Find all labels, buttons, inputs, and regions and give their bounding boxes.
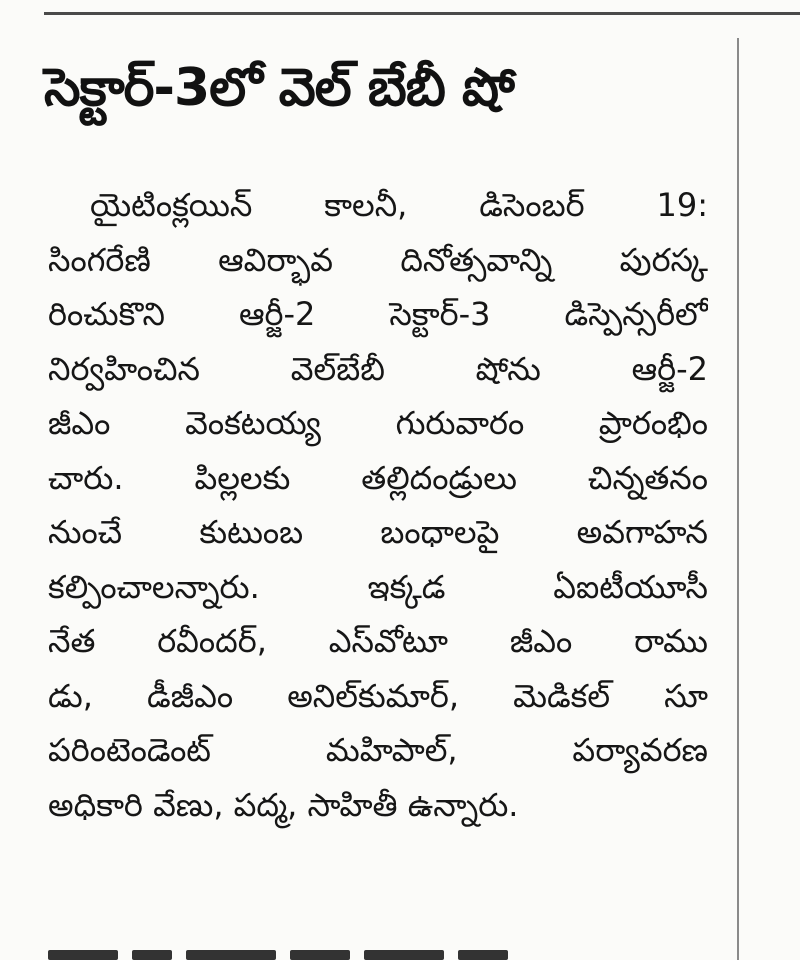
- article-line: నేత రవీందర్‌, ఎస్‌వోటూ జీఎం రాము: [48, 622, 708, 660]
- article-line: చారు. పిల్లలకు తల్లిదండ్రులు చిన్నతనం: [48, 458, 708, 497]
- article-headline: సెక్టార్‌-3లో వెల్‌ బేబీ షో: [44, 58, 514, 118]
- article-body: [48, 178, 708, 832]
- article-line: అధికారి వేణు, పద్మ, సాహితీ ఉన్నారు.: [48, 785, 519, 824]
- cropped-next-headline: [48, 942, 688, 960]
- article-line: డు, డీజీఎం అనిల్‌కుమార్‌, మెడికల్‌ సూ: [48, 676, 708, 715]
- article-line: నుంచే కుటుంబ బంధాలపై అవగాహన: [48, 513, 708, 551]
- article-line: కల్పించాలన్నారు. ఇక్కడ ఏఐటీయూసీ: [48, 567, 708, 606]
- top-rule: [44, 12, 800, 15]
- article-line: జీఎం వెంకటయ్య గురువారం ప్రారంభిం: [48, 404, 708, 442]
- article-line: రించుకొని ఆర్జీ-2 సెక్టార్‌-3 డిస్పెన్సరీలో: [48, 295, 708, 333]
- article-line: పరింటెండెంట్‌ మహిపాల్‌, పర్యావరణ: [48, 731, 708, 769]
- column-divider: [737, 38, 739, 960]
- article-line: నిర్వహించిన వెల్‌బేబీ షోను ఆర్జీ-2: [48, 349, 708, 388]
- article-line: సింగరేణి ఆవిర్భావ దినోత్సవాన్ని పురస్క: [48, 240, 708, 279]
- article-line: యైటింక్లయిన్‌ కాలనీ, డిసెంబర్‌ 19:: [90, 186, 708, 224]
